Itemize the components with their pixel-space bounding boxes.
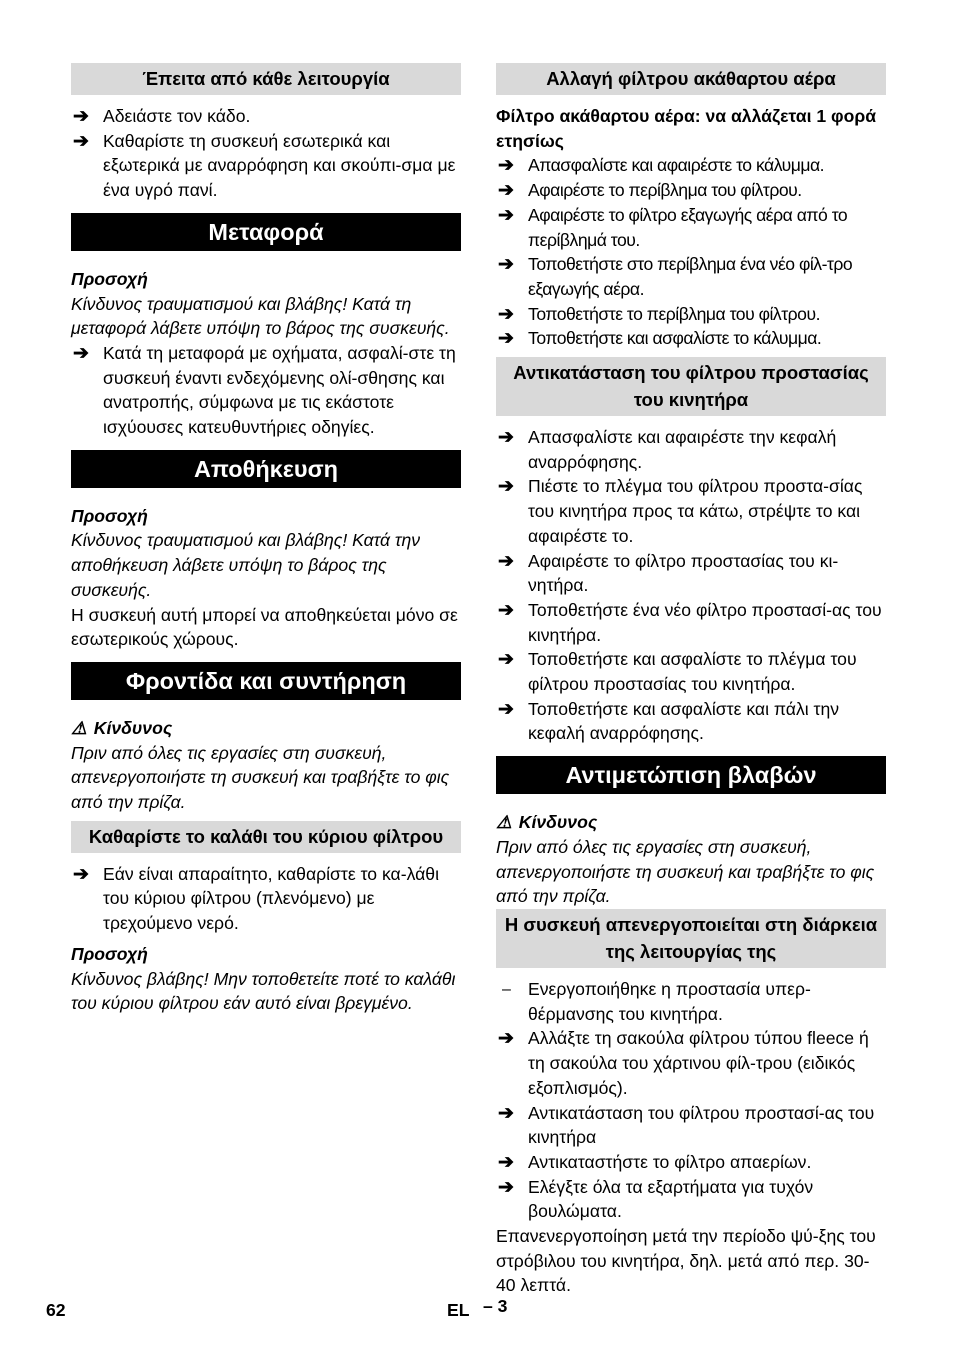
dash-icon: – — [502, 980, 511, 998]
arrow-right-icon: ➔ — [498, 649, 514, 671]
arrow-right-icon: ➔ — [498, 1028, 514, 1050]
arrow-right-icon: ➔ — [498, 476, 514, 498]
danger-label-line: ⚠ Κίνδυνος — [496, 810, 886, 835]
section-heading-exhaust-filter: Αλλαγή φίλτρου ακάθαρτου αέρα — [496, 63, 886, 95]
transport-steps — [71, 341, 461, 440]
left-column — [71, 63, 461, 1016]
arrow-right-icon: ➔ — [498, 599, 514, 621]
list-item: ➔ Αντικατάσταση του φίλτρου προστασί-ας του κινητήρα — [498, 1102, 875, 1148]
arrow-right-icon: ➔ — [498, 303, 514, 325]
section-number: – 3 — [483, 1296, 508, 1316]
arrow-right-icon: ➔ — [498, 427, 514, 449]
list-item: ➔ Τοποθετήστε ένα νέο φίλτρο προστασί-ας του κινητήρα. — [498, 599, 882, 645]
arrow-right-icon: ➔ — [498, 328, 514, 350]
arrow-right-icon: ➔ — [498, 254, 514, 276]
arrow-right-icon: ➔ — [498, 698, 514, 720]
section-heading-filter-basket: Καθαρίστε το καλάθι του κύριου φίλτρου — [71, 821, 461, 853]
language-code: EL — [447, 1300, 470, 1320]
caution-label: Προσοχή — [71, 943, 148, 964]
list-item: ➔ Καθαρίστε τη συσκευή εσωτερικά και εξωτερικά με αναρρόφηση και σκούπι-σμα με ένα υγρό πανί. — [73, 130, 456, 201]
section-title-storage: Αποθήκευση — [71, 450, 461, 488]
section-title-care: Φροντίδα και συντήρηση — [71, 662, 461, 700]
caution-text: Κίνδυνος βλάβης! Μην τοποθετείτε ποτέ το καλάθι του κύριου φίλτρου εάν αυτό είναι βρεγμένο. — [71, 968, 456, 1014]
caution-label: Προσοχή — [71, 505, 148, 526]
right-column — [496, 63, 886, 1298]
caution-text: Κίνδυνος τραυματισμού και βλάβης! Κατά τη μεταφορά λάβετε υπόψη το βάρος της συσκευής. — [71, 293, 450, 339]
restart-note: Επανενεργοποίηση μετά την περίοδο ψύ-ξης του στρόβιλου του κινητήρα, δηλ. μετά από περ. 30-40 λεπτά. — [496, 1226, 876, 1296]
section-heading-motor-filter: Αντικατάσταση του φίλτρου προστασίας του κινητήρα — [496, 357, 886, 416]
arrow-right-icon: ➔ — [498, 155, 514, 177]
page-number: 62 — [46, 1300, 66, 1320]
danger-text: Πριν από όλες τις εργασίες στη συσκευή, απενεργοποιήστε τη συσκευή και τραβήξτε το φις από την πρίζα. — [71, 742, 450, 813]
list-item: ➔ Απασφαλίστε και αφαιρέστε την κεφαλή αναρρόφησης. — [498, 427, 837, 472]
shutoff-causes — [496, 977, 886, 1224]
motor-filter-steps — [496, 425, 886, 746]
list-item: ➔ Αφαιρέστε το φίλτρο προστασίας του κι-νητήρα. — [498, 550, 839, 596]
list-item: ➔ Απασφαλίστε και αφαιρέστε το κάλυμμα. — [496, 153, 886, 178]
arrow-right-icon: ➔ — [498, 1151, 514, 1173]
caution-text: Κίνδυνος τραυματισμού και βλάβης! Κατά την αποθήκευση λάβετε υπόψη το βάρος της συσκευής. — [71, 530, 421, 600]
section-title-transport: Μεταφορά — [71, 213, 461, 251]
list-item: ➔ Αφαιρέστε το περίβλημα του φίλτρου. — [496, 178, 886, 203]
list-item: ➔ Κατά τη μεταφορά με οχήματα, ασφαλί-στε τη συσκευή έναντι ενδεχόμενης ολί-σθησης και ανατροπής, σύμφωνα με τις εκάστοτε ισχύουσες κατευθυντήριες οδηγίες. — [73, 342, 456, 438]
section-heading-after-use: Έπειτα από κάθε λειτουργία — [71, 63, 461, 95]
arrow-right-icon: ➔ — [73, 342, 89, 364]
filter-basket-steps — [71, 862, 461, 936]
arrow-right-icon: ➔ — [498, 550, 514, 572]
list-item: ➔ Τοποθετήστε στο περίβλημα ένα νέο φίλ-τρο εξαγωγής αέρα. — [498, 254, 853, 299]
arrow-right-icon: ➔ — [73, 106, 89, 127]
list-item: ➔ Τοποθετήστε το περίβλημα του φίλτρου. — [496, 302, 886, 327]
section-title-troubleshooting: Αντιμετώπιση βλαβών — [496, 756, 886, 794]
warning-triangle-icon: ⚠ — [496, 812, 512, 833]
caution-label: Προσοχή — [71, 268, 148, 289]
danger-text: Πριν από όλες τις εργασίες στη συσκευή, απενεργοποιήστε τη συσκευή και τραβήξτε το φις από την πρίζα. — [496, 836, 875, 907]
list-item: ➔ Αλλάξτε τη σακούλα φίλτρου τύπου fleece ή τη σακούλα του χάρτινου φίλ-τρου (ειδικός εξοπλισμός). — [498, 1028, 869, 1098]
storage-text: Η συσκευή αυτή μπορεί να αποθηκεύεται μόνο σε εσωτερικούς χώρους. — [71, 604, 458, 650]
arrow-right-icon: ➔ — [498, 180, 514, 202]
warning-triangle-icon: ⚠ — [71, 717, 87, 738]
list-item: ➔ Πιέστε το πλέγμα του φίλτρου προστα-σίας του κινητήρα προς τα κάτω, στρέψτε το και αφαιρέστε το. — [498, 476, 863, 546]
list-item: ➔ Τοποθετήστε και ασφαλίστε το κάλυμμα. — [496, 326, 886, 351]
exhaust-filter-note: Φίλτρο ακάθαρτου αέρα: να αλλάζεται 1 φορά ετησίως — [496, 106, 877, 151]
exhaust-filter-steps — [496, 153, 886, 351]
list-item: ➔ Τοποθετήστε και ασφαλίστε και πάλι την κεφαλή αναρρόφησης. — [498, 698, 840, 744]
arrow-right-icon: ➔ — [73, 130, 89, 152]
arrow-right-icon: ➔ — [73, 863, 89, 885]
list-item: ➔ Ελέγξτε όλα τα εξαρτήματα για τυχόν βουλώματα. — [498, 1176, 814, 1222]
arrow-right-icon: ➔ — [498, 204, 514, 226]
arrow-right-icon: ➔ — [498, 1176, 514, 1198]
arrow-right-icon: ➔ — [498, 1102, 514, 1124]
list-item: ➔ Αφαιρέστε το φίλτρο εξαγωγής αέρα από το περίβλημά του. — [498, 204, 848, 250]
list-item: ➔ Αντικαταστήστε το φίλτρο απαερίων. — [496, 1150, 886, 1175]
after-use-steps — [71, 104, 461, 203]
list-item: ➔ Αδειάστε τον κάδο. — [71, 104, 461, 129]
section-heading-device-shuts-off: Η συσκευή απενεργοποιείται στη διάρκεια της λειτουργίας της — [496, 909, 886, 968]
danger-label-line: ⚠ Κίνδυνος — [71, 716, 461, 741]
list-item: – Ενεργοποιήθηκε η προστασία υπερ-θέρμανσης του κινητήρα. — [502, 978, 811, 1024]
list-item: ➔ Εάν είναι απαραίτητο, καθαρίστε το κα-λάθι του κύριου φίλτρου (πλενόμενο) με τρεχούμενο νερό. — [73, 863, 439, 934]
list-item: ➔ Τοποθετήστε και ασφαλίστε το πλέγμα του φίλτρου προστασίας του κινητήρα. — [498, 649, 857, 695]
